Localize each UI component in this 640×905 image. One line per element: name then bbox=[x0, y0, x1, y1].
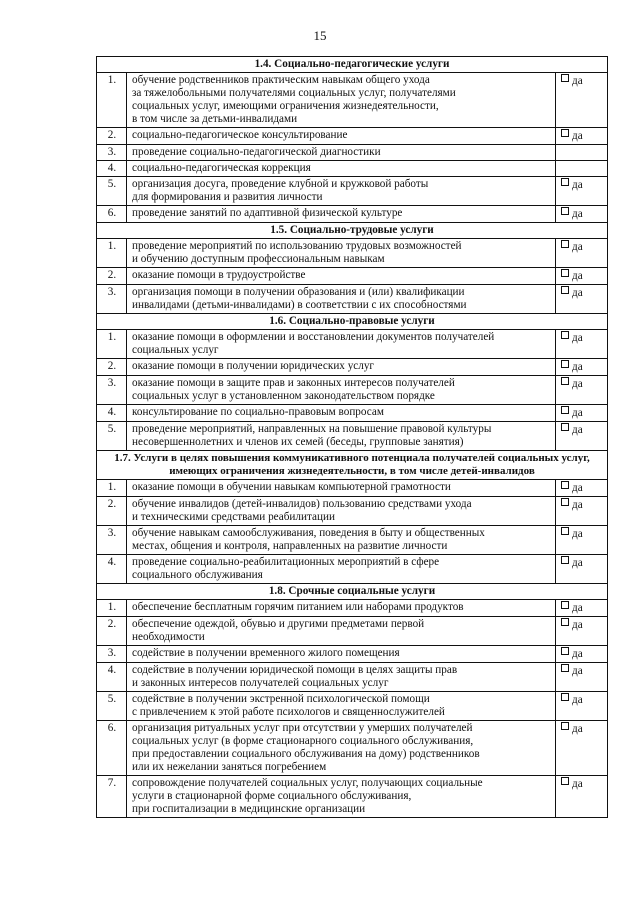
service-description bbox=[127, 776, 556, 818]
checkbox-icon[interactable] bbox=[561, 331, 569, 339]
checkbox-icon[interactable] bbox=[561, 286, 569, 294]
service-description bbox=[127, 161, 556, 177]
check-cell bbox=[556, 617, 608, 646]
checkbox-icon[interactable] bbox=[561, 481, 569, 489]
check-label: да bbox=[572, 602, 583, 614]
service-description bbox=[127, 128, 556, 145]
description-line: сопровождение получателей социальных услуг, получающих социальные bbox=[132, 777, 483, 789]
service-row bbox=[97, 497, 608, 526]
description-line: услуги в стационарной форме социального обслуживания, bbox=[132, 790, 412, 802]
service-row bbox=[97, 663, 608, 692]
service-row bbox=[97, 422, 608, 451]
service-row bbox=[97, 73, 608, 128]
service-row bbox=[97, 600, 608, 617]
service-row bbox=[97, 692, 608, 721]
description-line: проведение мероприятий, направленных на повышение правовой культуры bbox=[132, 423, 492, 435]
check-label: да bbox=[572, 482, 583, 494]
row-number: 5. bbox=[97, 422, 127, 451]
row-number: 1. bbox=[97, 480, 127, 497]
services-table bbox=[96, 56, 608, 818]
check-cell bbox=[556, 663, 608, 692]
check-label: да bbox=[572, 665, 583, 677]
description-line: обеспечение бесплатным горячим питанием или наборами продуктов bbox=[132, 601, 464, 613]
row-number: 1. bbox=[97, 330, 127, 359]
check-label: да bbox=[572, 407, 583, 419]
check-cell bbox=[556, 600, 608, 617]
check-label: да bbox=[572, 208, 583, 220]
service-description bbox=[127, 206, 556, 223]
description-line: и обучению доступным профессиональным навыкам bbox=[132, 253, 385, 265]
service-row bbox=[97, 359, 608, 376]
service-row bbox=[97, 285, 608, 314]
description-line: обучение навыкам самообслуживания, поведения в быту и общественных bbox=[132, 527, 485, 539]
section-title: 1.7. Услуги в целях повышения коммуникативного потенциала получателей социальных услуг, имеющих ограничения жизнедеятельности, в том числе детей-инвалидов bbox=[97, 451, 608, 480]
row-number: 2. bbox=[97, 268, 127, 285]
check-cell bbox=[556, 555, 608, 584]
service-description bbox=[127, 177, 556, 206]
service-description bbox=[127, 526, 556, 555]
service-row bbox=[97, 239, 608, 268]
section-header bbox=[97, 314, 608, 330]
row-number: 5. bbox=[97, 177, 127, 206]
description-line: оказание помощи в получении юридических услуг bbox=[132, 360, 375, 372]
description-line: оказание помощи в оформлении и восстановлении документов получателей bbox=[132, 331, 495, 343]
checkbox-icon[interactable] bbox=[561, 647, 569, 655]
checkbox-icon[interactable] bbox=[561, 74, 569, 82]
check-label: да bbox=[572, 424, 583, 436]
description-line: оказание помощи в обучении навыкам компьютерной грамотности bbox=[132, 481, 451, 493]
description-line: содействие в получении экстренной психологической помощи bbox=[132, 693, 430, 705]
check-label: да bbox=[572, 75, 583, 87]
service-description bbox=[127, 359, 556, 376]
description-line: в том числе за детьми-инвалидами bbox=[132, 113, 298, 125]
section-title: 1.6. Социально-правовые услуги bbox=[97, 314, 608, 330]
check-label: да bbox=[572, 528, 583, 540]
row-number: 3. bbox=[97, 526, 127, 555]
row-number: 2. bbox=[97, 497, 127, 526]
description-line: проведение мероприятий по использованию трудовых возможностей bbox=[132, 240, 462, 252]
description-line: для формирования и развития личности bbox=[132, 191, 323, 203]
service-row bbox=[97, 405, 608, 422]
checkbox-icon[interactable] bbox=[561, 498, 569, 506]
description-line: обеспечение одеждой, обувью и другими предметами первой bbox=[132, 618, 425, 630]
description-line: или их нежелании заняться погребением bbox=[132, 761, 327, 773]
check-label: да bbox=[572, 241, 583, 253]
check-cell bbox=[556, 721, 608, 776]
check-label: да bbox=[572, 287, 583, 299]
service-row bbox=[97, 145, 608, 161]
service-description bbox=[127, 145, 556, 161]
description-line: оказание помощи в защите прав и законных интересов получателей bbox=[132, 377, 455, 389]
description-line: и законных интересов получателей социальных услуг bbox=[132, 677, 389, 689]
row-number: 4. bbox=[97, 663, 127, 692]
row-number: 1. bbox=[97, 600, 127, 617]
service-row bbox=[97, 776, 608, 818]
check-label: да bbox=[572, 130, 583, 142]
check-cell bbox=[556, 239, 608, 268]
service-description bbox=[127, 617, 556, 646]
check-cell bbox=[556, 359, 608, 376]
description-line: проведение социально-педагогической диагностики bbox=[132, 146, 381, 158]
checkbox-icon[interactable] bbox=[561, 693, 569, 701]
section-header bbox=[97, 57, 608, 73]
service-row bbox=[97, 555, 608, 584]
service-description bbox=[127, 73, 556, 128]
row-number: 3. bbox=[97, 646, 127, 663]
check-label: да bbox=[572, 557, 583, 569]
check-label: да bbox=[572, 778, 583, 790]
description-line: социальных услуг bbox=[132, 344, 219, 356]
check-label: да bbox=[572, 723, 583, 735]
row-number: 2. bbox=[97, 128, 127, 145]
service-description bbox=[127, 285, 556, 314]
check-cell bbox=[556, 692, 608, 721]
checkbox-icon[interactable] bbox=[561, 178, 569, 186]
service-description bbox=[127, 663, 556, 692]
description-line: организация ритуальных услуг при отсутствии у умерших получателей bbox=[132, 722, 473, 734]
service-row bbox=[97, 721, 608, 776]
check-label: да bbox=[572, 499, 583, 511]
checkbox-icon[interactable] bbox=[561, 240, 569, 248]
description-line: инвалидами (детьми-инвалидами) в соответствии с их способностями bbox=[132, 299, 467, 311]
description-line: содействие в получении юридической помощи в целях защиты прав bbox=[132, 664, 458, 676]
checkbox-icon[interactable] bbox=[561, 360, 569, 368]
description-line: социальных услуг в установленном законодательством порядке bbox=[132, 390, 435, 402]
row-number: 3. bbox=[97, 376, 127, 405]
description-line: обучение родственников практическим навыкам общего ухода bbox=[132, 74, 430, 86]
description-line: оказание помощи в трудоустройстве bbox=[132, 269, 306, 281]
service-description bbox=[127, 721, 556, 776]
service-description bbox=[127, 692, 556, 721]
checkbox-icon[interactable] bbox=[561, 777, 569, 785]
page-number: 15 bbox=[313, 28, 327, 43]
description-line: и техническими средствами реабилитации bbox=[132, 511, 335, 523]
section-title: 1.8. Срочные социальные услуги bbox=[97, 584, 608, 600]
service-row bbox=[97, 376, 608, 405]
description-line: содействие в получении временного жилого помещения bbox=[132, 647, 400, 659]
row-number: 5. bbox=[97, 692, 127, 721]
description-line: организация досуга, проведение клубной и кружковой работы bbox=[132, 178, 429, 190]
check-label: да bbox=[572, 270, 583, 282]
checkbox-icon[interactable] bbox=[561, 129, 569, 137]
description-line: при предоставлении социального обслуживания на дому) родственников bbox=[132, 748, 480, 760]
row-number: 3. bbox=[97, 285, 127, 314]
row-number: 3. bbox=[97, 145, 127, 161]
check-cell bbox=[556, 73, 608, 128]
service-row bbox=[97, 161, 608, 177]
check-cell bbox=[556, 177, 608, 206]
check-cell bbox=[556, 376, 608, 405]
section-title: 1.4. Социально-педагогические услуги bbox=[97, 57, 608, 73]
service-description bbox=[127, 422, 556, 451]
row-number: 4. bbox=[97, 405, 127, 422]
service-row bbox=[97, 268, 608, 285]
checkbox-icon[interactable] bbox=[561, 406, 569, 414]
service-row bbox=[97, 330, 608, 359]
row-number: 6. bbox=[97, 206, 127, 223]
service-description bbox=[127, 480, 556, 497]
row-number: 1. bbox=[97, 73, 127, 128]
service-row bbox=[97, 617, 608, 646]
row-number: 2. bbox=[97, 617, 127, 646]
service-description bbox=[127, 268, 556, 285]
section-title: 1.5. Социально-трудовые услуги bbox=[97, 223, 608, 239]
description-line: организация помощи в получении образования и (или) квалификации bbox=[132, 286, 465, 298]
service-row bbox=[97, 480, 608, 497]
service-description bbox=[127, 405, 556, 422]
check-cell bbox=[556, 497, 608, 526]
check-cell bbox=[556, 422, 608, 451]
check-cell bbox=[556, 526, 608, 555]
check-cell bbox=[556, 206, 608, 223]
checkbox-icon[interactable] bbox=[561, 207, 569, 215]
row-number: 4. bbox=[97, 555, 127, 584]
service-description bbox=[127, 239, 556, 268]
check-cell bbox=[556, 161, 608, 177]
check-label: да bbox=[572, 619, 583, 631]
description-line: за тяжелобольными получателями социальных услуг, получателями bbox=[132, 87, 456, 99]
row-number: 2. bbox=[97, 359, 127, 376]
service-description bbox=[127, 555, 556, 584]
description-line: с привлечением к этой работе психологов и священнослужителей bbox=[132, 706, 445, 718]
description-line: социальных услуг (в форме стационарного социального обслуживания, bbox=[132, 735, 474, 747]
row-number: 6. bbox=[97, 721, 127, 776]
service-row bbox=[97, 526, 608, 555]
row-number: 7. bbox=[97, 776, 127, 818]
service-description bbox=[127, 497, 556, 526]
section-header bbox=[97, 584, 608, 600]
service-description bbox=[127, 330, 556, 359]
service-row bbox=[97, 646, 608, 663]
check-label: да bbox=[572, 361, 583, 373]
description-line: местах, общения и контроля, направленных на развитие личности bbox=[132, 540, 448, 552]
check-label: да bbox=[572, 179, 583, 191]
description-line: проведение социально-реабилитационных мероприятий в сфере bbox=[132, 556, 440, 568]
checkbox-icon[interactable] bbox=[561, 722, 569, 730]
check-cell bbox=[556, 145, 608, 161]
checkbox-icon[interactable] bbox=[561, 556, 569, 564]
service-description bbox=[127, 376, 556, 405]
check-cell bbox=[556, 480, 608, 497]
check-label: да bbox=[572, 648, 583, 660]
service-row bbox=[97, 177, 608, 206]
check-label: да bbox=[572, 332, 583, 344]
description-line: социально-педагогическая коррекция bbox=[132, 162, 311, 174]
section-header bbox=[97, 451, 608, 480]
description-line: социального обслуживания bbox=[132, 569, 263, 581]
section-header bbox=[97, 223, 608, 239]
description-line: при госпитализации в медицинские организации bbox=[132, 803, 366, 815]
checkbox-icon[interactable] bbox=[561, 527, 569, 535]
description-line: обучение инвалидов (детей-инвалидов) пользованию средствами ухода bbox=[132, 498, 472, 510]
description-line: проведение занятий по адаптивной физической культуре bbox=[132, 207, 403, 219]
description-line: консультирование по социально-правовым вопросам bbox=[132, 406, 384, 418]
service-row bbox=[97, 206, 608, 223]
service-row bbox=[97, 128, 608, 145]
service-description bbox=[127, 646, 556, 663]
description-line: несовершеннолетних и членов их семей (беседы, групповые занятия) bbox=[132, 436, 464, 448]
checkbox-icon[interactable] bbox=[561, 423, 569, 431]
check-cell bbox=[556, 268, 608, 285]
check-cell bbox=[556, 330, 608, 359]
check-cell bbox=[556, 285, 608, 314]
service-description bbox=[127, 600, 556, 617]
description-line: социальных услуг, имеющими ограничения жизнедеятельности, bbox=[132, 100, 439, 112]
row-number: 4. bbox=[97, 161, 127, 177]
checkbox-icon[interactable] bbox=[561, 269, 569, 277]
row-number: 1. bbox=[97, 239, 127, 268]
check-cell bbox=[556, 776, 608, 818]
checkbox-icon[interactable] bbox=[561, 664, 569, 672]
check-label: да bbox=[572, 378, 583, 390]
check-label: да bbox=[572, 694, 583, 706]
check-cell bbox=[556, 405, 608, 422]
description-line: необходимости bbox=[132, 631, 205, 643]
checkbox-icon[interactable] bbox=[561, 377, 569, 385]
checkbox-icon[interactable] bbox=[561, 601, 569, 609]
check-cell bbox=[556, 128, 608, 145]
checkbox-icon[interactable] bbox=[561, 618, 569, 626]
description-line: социально-педагогическое консультирование bbox=[132, 129, 348, 141]
check-cell bbox=[556, 646, 608, 663]
